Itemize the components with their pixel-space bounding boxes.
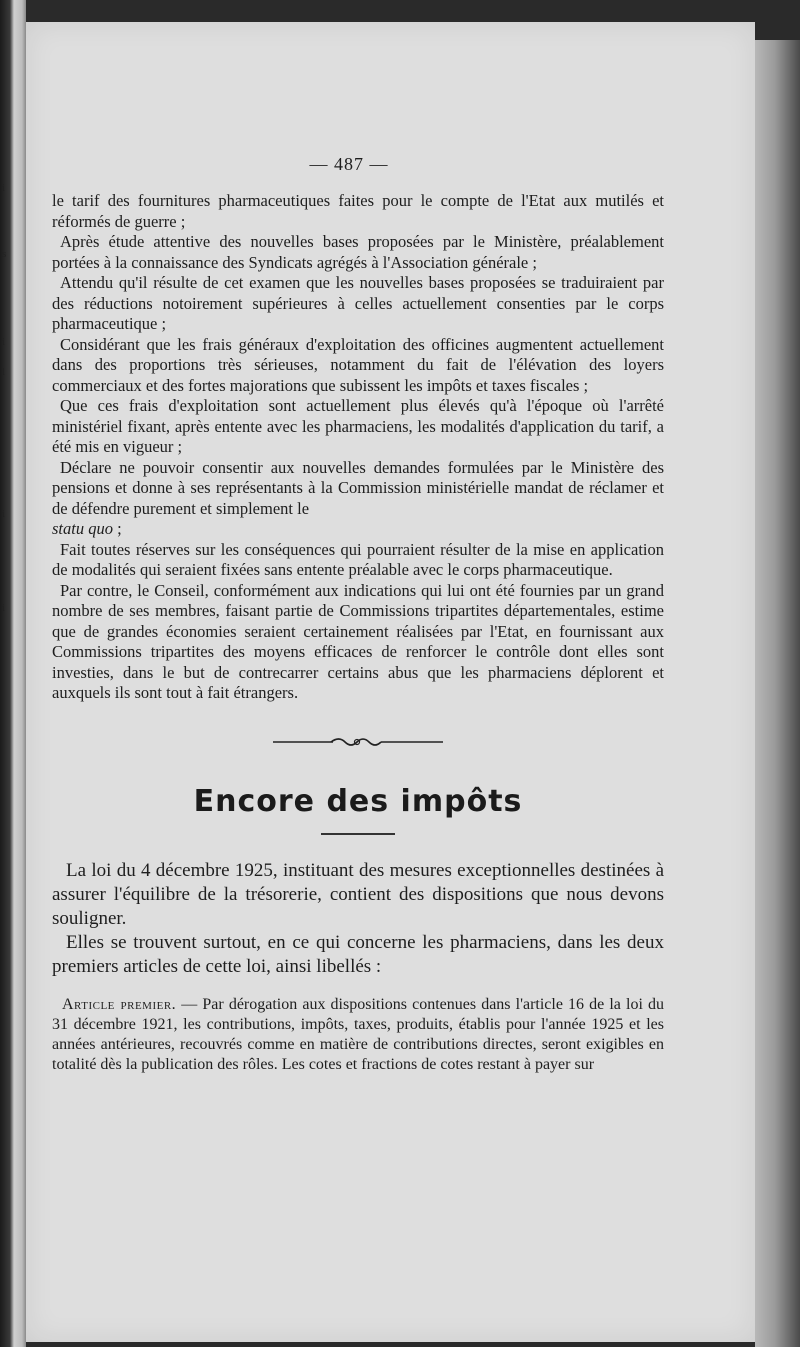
book-spine xyxy=(0,0,26,1347)
spine-fragment: l xyxy=(2,366,6,378)
lead-paragraph: Elles se trouvent surtout, en ce qui concerne les pharmaciens, dans les deux premiers articles de cette loi, ainsi libellés : xyxy=(52,931,664,977)
section-title: Encore des impôts xyxy=(193,783,523,819)
article-label: Article premier. xyxy=(62,995,177,1013)
spine-fragment: i xyxy=(2,182,6,194)
statu-quo-italic: statu quo xyxy=(52,519,113,538)
declare-end: ; xyxy=(112,519,122,538)
ornamental-divider xyxy=(273,732,443,752)
flourish-icon xyxy=(273,732,443,752)
paragraph: Par contre, le Conseil, conformément aux indications qui lui ont été fournies par un grand nombre de ses membres, faisant partie de Commissions tripartites départementales, estime que de grandes économies seraient certainement réalisées par l'Etat, en fournissant aux Commissions tripartites des moyens efficaces de renforcer le contrôle dont elles sont investies, dans le but de contrecarrer certains abus que les pharmaciens déplorent et auxquels ils sont tout à fait étrangers. xyxy=(52,580,664,702)
article-text xyxy=(52,995,664,1075)
paragraph: Fait toutes réserves sur les conséquences qui pourraient résulter de la mise en application de modalités qui seraient fixées sans entente préalable avec le corps pharmaceutique. xyxy=(52,539,664,579)
article-body: — Par dérogation aux dispositions contenues dans l'article 16 de la loi du 31 décembre 1921, les contributions, impôts, taxes, produits, établis pour l'année 1925 et les années antérieures, recouvrés comme en matière de contributions directes, seront exigibles en totalité dès la publication des rôles. Les cotes et fractions de cotes restant à payer sur xyxy=(52,995,665,1073)
page-content xyxy=(52,154,664,1075)
resolution-text xyxy=(52,191,664,704)
spine-fragment: s xyxy=(2,248,7,260)
paragraph: Après étude attentive des nouvelles bases proposées par le Ministère, préalablement portées à la connaissance des Syndicats agrégés à l'Association générale ; xyxy=(52,232,664,272)
title-underline xyxy=(321,833,395,835)
paragraph: Attendu qu'il résulte de cet examen que les nouvelles bases proposées se traduiraient par des réductions notoirement supérieures à celles actuellement consenties par le corps pharmaceutique ; xyxy=(52,273,664,333)
lead-paragraph: La loi du 4 décembre 1925, instituant des mesures exceptionnelles destinées à assurer l'équilibre de la trésorerie, contient des dispositions que nous devons souligner. xyxy=(52,859,664,929)
page-number: — 487 — xyxy=(309,154,389,174)
spine-fragment: i xyxy=(2,602,6,614)
paragraph-declare xyxy=(52,458,664,540)
document-page xyxy=(26,22,755,1342)
spine-fragment: i xyxy=(2,336,6,348)
paragraph: le tarif des fournitures pharmaceutiques faites pour le compte de l'Etat aux mutilés et réformés de guerre ; xyxy=(52,191,664,231)
declare-text: Déclare ne pouvoir consentir aux nouvelles demandes formulées par le Ministère des pensions et donne à ses représentants à la Commission ministérielle mandat de réclamer et de défendre purement et simplement le xyxy=(52,457,664,518)
paragraph: Que ces frais d'exploitation sont actuellement plus élevés qu'à l'époque où l'arrêté ministériel fixant, après entente avec les pharmaciens, les modalités d'application du tarif, a été mis en vigueur ; xyxy=(52,396,664,456)
lead-text xyxy=(52,859,664,979)
spine-fragment: i xyxy=(2,508,6,520)
article-paragraph xyxy=(52,995,664,1075)
page-edge-shadow xyxy=(755,40,800,1347)
paragraph: Considérant que les frais généraux d'exploitation des officines augmentent actuellement dans des proportions très sérieuses, notamment du fait de l'élévation des loyers commerciaux et des fortes majorations que subissent les impôts et taxes fiscales ; xyxy=(52,334,664,395)
